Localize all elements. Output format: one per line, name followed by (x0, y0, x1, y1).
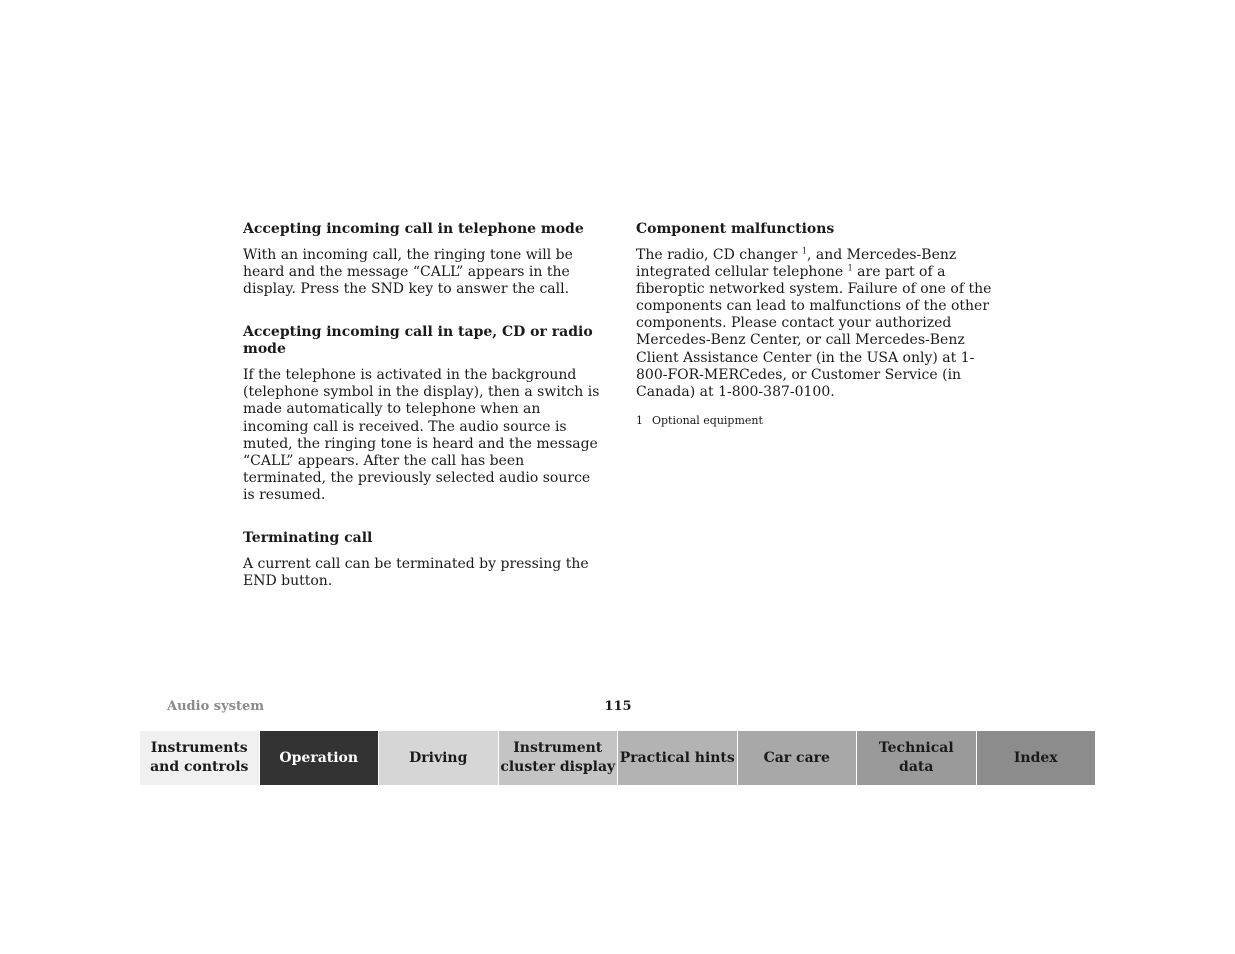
right-column (636, 221, 998, 454)
section-heading: Terminating call (243, 530, 373, 547)
section-component-malfunctions (636, 221, 998, 428)
footer-section-title: Audio system (167, 699, 264, 714)
footnote-number: 1 (636, 413, 643, 427)
footnote (636, 414, 998, 428)
section-body: With an incoming call, the ringing tone will be heard and the message “CALL” appears in the display. Press the SND key to answer the call. (243, 247, 573, 298)
nav-tab-operation[interactable] (260, 731, 380, 785)
page-number: 115 (604, 699, 632, 714)
body-text: The radio, CD changer (636, 247, 802, 263)
section-body: If the telephone is activated in the background (telephone symbol in the display), then a switch is made automatically to telephone when an incoming call is received. The audio source is muted, the ringing tone is heard and the message “CALL” appears. After the call has been terminated, the previously selected audio source is resumed. (243, 367, 600, 503)
nav-tab-label: Technical data (878, 740, 954, 775)
body-text: are part of a fiberoptic networked system. Failure of one of the components can lead to malfunctions of the other components. Please contact your authorized Mercedes-Benz Center, or call Mercedes-Benz Client Assistance Center (in the USA only) at 1-800-FOR-MERCedes, or Customer Service (in Canada) at 1-800-387-0100. (636, 264, 992, 400)
nav-tab-instrument-cluster-display[interactable] (499, 731, 619, 785)
section-body: A current call can be terminated by pressing the END button. (243, 556, 589, 590)
section-heading: Accepting incoming call in telephone mode (243, 221, 584, 237)
nav-tab-label: Practical hints (619, 749, 735, 766)
nav-tab-index[interactable] (977, 731, 1096, 785)
left-column (243, 221, 605, 616)
chapter-nav-bar (140, 731, 1095, 785)
nav-tab-label: Instruments and controls (150, 740, 249, 775)
nav-tab-car-care[interactable] (738, 731, 858, 785)
section-body (636, 247, 998, 401)
footnote-marker: 1 (847, 263, 853, 273)
footnote-text: Optional equipment (652, 413, 763, 427)
nav-tab-instruments-and-controls[interactable] (140, 731, 260, 785)
section-telephone-mode (243, 221, 605, 298)
nav-tab-label: Car care (763, 749, 830, 766)
section-heading: Accepting incoming call in tape, CD or radio mode (243, 324, 593, 358)
body-text: , and Mercedes-Benz integrated cellular telephone (636, 247, 957, 281)
nav-tab-label: Index (1013, 749, 1058, 766)
section-terminating-call (243, 530, 605, 590)
nav-tab-technical-data[interactable] (857, 731, 977, 785)
section-tape-cd-radio-mode (243, 324, 605, 504)
section-heading: Component malfunctions (636, 221, 835, 237)
nav-tab-label: Operation (279, 749, 359, 766)
footnote-marker: 1 (801, 246, 807, 256)
nav-tab-driving[interactable] (379, 731, 499, 785)
nav-tab-practical-hints[interactable] (618, 731, 738, 785)
nav-tab-label: Instrument cluster display (500, 740, 616, 775)
nav-tab-label: Driving (409, 749, 468, 766)
